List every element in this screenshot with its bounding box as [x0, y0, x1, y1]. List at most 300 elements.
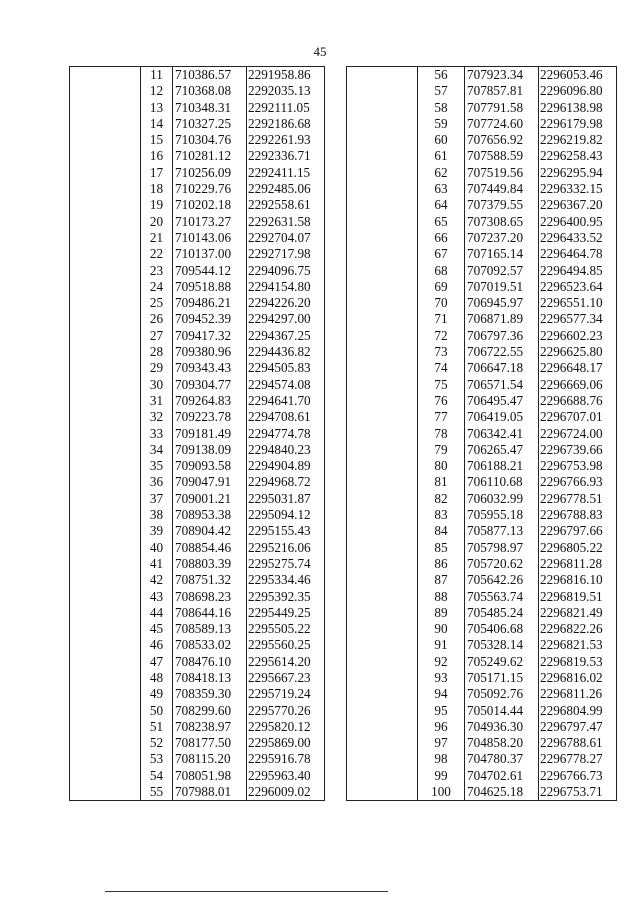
blank-cell — [70, 393, 141, 409]
y-coordinate-cell: 2296766.93 — [539, 474, 617, 490]
x-coordinate-cell: 708698.23 — [173, 589, 247, 605]
x-coordinate-cell: 709264.83 — [173, 393, 247, 409]
x-coordinate-cell: 708418.13 — [173, 670, 247, 686]
table-left-row — [70, 686, 325, 702]
point-number-cell: 67 — [418, 246, 465, 262]
x-coordinate-cell: 705485.24 — [465, 605, 539, 621]
blank-cell — [70, 507, 141, 523]
y-coordinate-cell: 2296788.61 — [539, 735, 617, 751]
blank-cell — [347, 523, 418, 539]
point-number-cell: 12 — [141, 83, 173, 99]
blank-cell — [70, 181, 141, 197]
y-coordinate-cell: 2292704.07 — [247, 230, 325, 246]
point-number-cell: 22 — [141, 246, 173, 262]
blank-cell — [70, 409, 141, 425]
y-coordinate-cell: 2296797.47 — [539, 719, 617, 735]
point-number-cell: 28 — [141, 344, 173, 360]
blank-cell — [70, 83, 141, 99]
point-number-cell: 34 — [141, 442, 173, 458]
x-coordinate-cell: 710173.27 — [173, 214, 247, 230]
blank-cell — [347, 197, 418, 213]
y-coordinate-cell: 2296778.51 — [539, 491, 617, 507]
coordinate-table-left-body — [70, 67, 325, 801]
x-coordinate-cell: 705171.15 — [465, 670, 539, 686]
y-coordinate-cell: 2296739.66 — [539, 442, 617, 458]
x-coordinate-cell: 708533.02 — [173, 637, 247, 653]
point-number-cell: 82 — [418, 491, 465, 507]
point-number-cell: 11 — [141, 67, 173, 84]
table-left-row — [70, 621, 325, 637]
table-right-row — [347, 426, 617, 442]
x-coordinate-cell: 710386.57 — [173, 67, 247, 84]
table-right-row — [347, 148, 617, 164]
point-number-cell: 62 — [418, 165, 465, 181]
y-coordinate-cell: 2296724.00 — [539, 426, 617, 442]
point-number-cell: 18 — [141, 181, 173, 197]
x-coordinate-cell: 709304.77 — [173, 377, 247, 393]
x-coordinate-cell: 709001.21 — [173, 491, 247, 507]
x-coordinate-cell: 710304.76 — [173, 132, 247, 148]
y-coordinate-cell: 2294154.80 — [247, 279, 325, 295]
table-left-row — [70, 605, 325, 621]
y-coordinate-cell: 2292111.05 — [247, 100, 325, 116]
y-coordinate-cell: 2294968.72 — [247, 474, 325, 490]
x-coordinate-cell: 709047.91 — [173, 474, 247, 490]
table-right-row — [347, 572, 617, 588]
blank-cell — [347, 100, 418, 116]
y-coordinate-cell: 2296811.28 — [539, 556, 617, 572]
point-number-cell: 31 — [141, 393, 173, 409]
table-left-row — [70, 409, 325, 425]
point-number-cell: 55 — [141, 784, 173, 801]
y-coordinate-cell: 2296804.99 — [539, 703, 617, 719]
blank-cell — [70, 344, 141, 360]
blank-cell — [347, 377, 418, 393]
table-left-row — [70, 768, 325, 784]
table-left-row — [70, 426, 325, 442]
table-left-row — [70, 540, 325, 556]
coordinate-table-right — [346, 66, 617, 801]
table-left-row — [70, 442, 325, 458]
blank-cell — [347, 279, 418, 295]
x-coordinate-cell: 708644.16 — [173, 605, 247, 621]
point-number-cell: 52 — [141, 735, 173, 751]
table-right-row — [347, 181, 617, 197]
point-number-cell: 25 — [141, 295, 173, 311]
y-coordinate-cell: 2296821.53 — [539, 637, 617, 653]
point-number-cell: 49 — [141, 686, 173, 702]
x-coordinate-cell: 710137.00 — [173, 246, 247, 262]
y-coordinate-cell: 2296551.10 — [539, 295, 617, 311]
blank-cell — [347, 703, 418, 719]
point-number-cell: 68 — [418, 263, 465, 279]
y-coordinate-cell: 2294505.83 — [247, 360, 325, 376]
point-number-cell: 13 — [141, 100, 173, 116]
y-coordinate-cell: 2292558.61 — [247, 197, 325, 213]
table-right-row — [347, 132, 617, 148]
x-coordinate-cell: 706265.47 — [465, 442, 539, 458]
blank-cell — [70, 768, 141, 784]
y-coordinate-cell: 2295614.20 — [247, 654, 325, 670]
y-coordinate-cell: 2292717.98 — [247, 246, 325, 262]
x-coordinate-cell: 709518.88 — [173, 279, 247, 295]
y-coordinate-cell: 2296753.71 — [539, 784, 617, 801]
y-coordinate-cell: 2296788.83 — [539, 507, 617, 523]
point-number-cell: 78 — [418, 426, 465, 442]
point-number-cell: 32 — [141, 409, 173, 425]
x-coordinate-cell: 705014.44 — [465, 703, 539, 719]
point-number-cell: 66 — [418, 230, 465, 246]
table-left-row — [70, 474, 325, 490]
x-coordinate-cell: 706419.05 — [465, 409, 539, 425]
blank-cell — [70, 621, 141, 637]
blank-cell — [347, 605, 418, 621]
x-coordinate-cell: 708476.10 — [173, 654, 247, 670]
blank-cell — [347, 67, 418, 84]
point-number-cell: 73 — [418, 344, 465, 360]
point-number-cell: 45 — [141, 621, 173, 637]
table-left-row — [70, 654, 325, 670]
blank-cell — [347, 621, 418, 637]
table-right-row — [347, 100, 617, 116]
point-number-cell: 77 — [418, 409, 465, 425]
table-left-row — [70, 458, 325, 474]
y-coordinate-cell: 2296009.02 — [247, 784, 325, 801]
x-coordinate-cell: 708359.30 — [173, 686, 247, 702]
x-coordinate-cell: 709544.12 — [173, 263, 247, 279]
point-number-cell: 61 — [418, 148, 465, 164]
blank-cell — [347, 426, 418, 442]
point-number-cell: 93 — [418, 670, 465, 686]
y-coordinate-cell: 2295770.26 — [247, 703, 325, 719]
table-right-row — [347, 279, 617, 295]
x-coordinate-cell: 705328.14 — [465, 637, 539, 653]
blank-cell — [347, 589, 418, 605]
point-number-cell: 19 — [141, 197, 173, 213]
point-number-cell: 70 — [418, 295, 465, 311]
x-coordinate-cell: 709486.21 — [173, 295, 247, 311]
point-number-cell: 79 — [418, 442, 465, 458]
blank-cell — [347, 751, 418, 767]
table-left-row — [70, 311, 325, 327]
x-coordinate-cell: 707857.81 — [465, 83, 539, 99]
point-number-cell: 87 — [418, 572, 465, 588]
table-left-row — [70, 246, 325, 262]
point-number-cell: 98 — [418, 751, 465, 767]
table-left-row — [70, 523, 325, 539]
blank-cell — [347, 295, 418, 311]
x-coordinate-cell: 709181.49 — [173, 426, 247, 442]
point-number-cell: 57 — [418, 83, 465, 99]
x-coordinate-cell: 710327.25 — [173, 116, 247, 132]
x-coordinate-cell: 706495.47 — [465, 393, 539, 409]
blank-cell — [347, 540, 418, 556]
x-coordinate-cell: 707379.55 — [465, 197, 539, 213]
y-coordinate-cell: 2296179.98 — [539, 116, 617, 132]
x-coordinate-cell: 706647.18 — [465, 360, 539, 376]
y-coordinate-cell: 2294641.70 — [247, 393, 325, 409]
y-coordinate-cell: 2296400.95 — [539, 214, 617, 230]
point-number-cell: 86 — [418, 556, 465, 572]
blank-cell — [70, 556, 141, 572]
blank-cell — [70, 426, 141, 442]
y-coordinate-cell: 2296138.98 — [539, 100, 617, 116]
blank-cell — [70, 670, 141, 686]
table-left-row — [70, 328, 325, 344]
table-left-row — [70, 132, 325, 148]
y-coordinate-cell: 2295505.22 — [247, 621, 325, 637]
x-coordinate-cell: 709452.39 — [173, 311, 247, 327]
blank-cell — [70, 442, 141, 458]
point-number-cell: 63 — [418, 181, 465, 197]
point-number-cell: 21 — [141, 230, 173, 246]
point-number-cell: 46 — [141, 637, 173, 653]
y-coordinate-cell: 2295392.35 — [247, 589, 325, 605]
table-right-row — [347, 197, 617, 213]
x-coordinate-cell: 707519.56 — [465, 165, 539, 181]
blank-cell — [347, 654, 418, 670]
point-number-cell: 36 — [141, 474, 173, 490]
table-right-row — [347, 556, 617, 572]
x-coordinate-cell: 704936.30 — [465, 719, 539, 735]
table-right-row — [347, 474, 617, 490]
y-coordinate-cell: 2296367.20 — [539, 197, 617, 213]
x-coordinate-cell: 710229.76 — [173, 181, 247, 197]
x-coordinate-cell: 706571.54 — [465, 377, 539, 393]
y-coordinate-cell: 2292411.15 — [247, 165, 325, 181]
table-right-row — [347, 784, 617, 801]
blank-cell — [70, 148, 141, 164]
x-coordinate-cell: 706110.68 — [465, 474, 539, 490]
blank-cell — [347, 83, 418, 99]
table-right-row — [347, 621, 617, 637]
blank-cell — [347, 181, 418, 197]
table-left-row — [70, 100, 325, 116]
y-coordinate-cell: 2294096.75 — [247, 263, 325, 279]
blank-cell — [347, 344, 418, 360]
blank-cell — [347, 507, 418, 523]
blank-cell — [347, 474, 418, 490]
y-coordinate-cell: 2296577.34 — [539, 311, 617, 327]
y-coordinate-cell: 2295719.24 — [247, 686, 325, 702]
point-number-cell: 69 — [418, 279, 465, 295]
blank-cell — [70, 458, 141, 474]
table-left-row — [70, 295, 325, 311]
y-coordinate-cell: 2296816.02 — [539, 670, 617, 686]
point-number-cell: 71 — [418, 311, 465, 327]
y-coordinate-cell: 2291958.86 — [247, 67, 325, 84]
point-number-cell: 65 — [418, 214, 465, 230]
point-number-cell: 38 — [141, 507, 173, 523]
x-coordinate-cell: 706871.89 — [465, 311, 539, 327]
y-coordinate-cell: 2296669.06 — [539, 377, 617, 393]
point-number-cell: 80 — [418, 458, 465, 474]
x-coordinate-cell: 704780.37 — [465, 751, 539, 767]
x-coordinate-cell: 707237.20 — [465, 230, 539, 246]
x-coordinate-cell: 706342.41 — [465, 426, 539, 442]
x-coordinate-cell: 707791.58 — [465, 100, 539, 116]
blank-cell — [347, 442, 418, 458]
table-left-row — [70, 263, 325, 279]
blank-cell — [70, 605, 141, 621]
blank-cell — [70, 295, 141, 311]
point-number-cell: 94 — [418, 686, 465, 702]
blank-cell — [70, 735, 141, 751]
x-coordinate-cell: 710202.18 — [173, 197, 247, 213]
point-number-cell: 27 — [141, 328, 173, 344]
x-coordinate-cell: 705249.62 — [465, 654, 539, 670]
blank-cell — [347, 784, 418, 801]
x-coordinate-cell: 707092.57 — [465, 263, 539, 279]
blank-cell — [70, 572, 141, 588]
x-coordinate-cell: 708904.42 — [173, 523, 247, 539]
y-coordinate-cell: 2296219.82 — [539, 132, 617, 148]
table-left-row — [70, 165, 325, 181]
y-coordinate-cell: 2292035.13 — [247, 83, 325, 99]
table-right-row — [347, 670, 617, 686]
point-number-cell: 16 — [141, 148, 173, 164]
x-coordinate-cell: 706797.36 — [465, 328, 539, 344]
table-left-row — [70, 735, 325, 751]
blank-cell — [70, 637, 141, 653]
blank-cell — [70, 654, 141, 670]
x-coordinate-cell: 706945.97 — [465, 295, 539, 311]
blank-cell — [347, 230, 418, 246]
y-coordinate-cell: 2296753.98 — [539, 458, 617, 474]
blank-cell — [70, 279, 141, 295]
x-coordinate-cell: 709417.32 — [173, 328, 247, 344]
table-right-row — [347, 311, 617, 327]
table-right-row — [347, 654, 617, 670]
table-right-row — [347, 735, 617, 751]
y-coordinate-cell: 2292261.93 — [247, 132, 325, 148]
x-coordinate-cell: 707923.34 — [465, 67, 539, 84]
x-coordinate-cell: 705092.76 — [465, 686, 539, 702]
x-coordinate-cell: 710143.06 — [173, 230, 247, 246]
point-number-cell: 85 — [418, 540, 465, 556]
x-coordinate-cell: 708854.46 — [173, 540, 247, 556]
blank-cell — [70, 100, 141, 116]
y-coordinate-cell: 2295155.43 — [247, 523, 325, 539]
table-right-row — [347, 540, 617, 556]
blank-cell — [347, 670, 418, 686]
table-right-row — [347, 719, 617, 735]
x-coordinate-cell: 707019.51 — [465, 279, 539, 295]
table-right-row — [347, 67, 617, 84]
point-number-cell: 40 — [141, 540, 173, 556]
x-coordinate-cell: 705720.62 — [465, 556, 539, 572]
table-right-row — [347, 295, 617, 311]
table-right-row — [347, 523, 617, 539]
point-number-cell: 17 — [141, 165, 173, 181]
point-number-cell: 95 — [418, 703, 465, 719]
y-coordinate-cell: 2296494.85 — [539, 263, 617, 279]
table-left-row — [70, 637, 325, 653]
y-coordinate-cell: 2296688.76 — [539, 393, 617, 409]
y-coordinate-cell: 2296811.26 — [539, 686, 617, 702]
y-coordinate-cell: 2296602.23 — [539, 328, 617, 344]
y-coordinate-cell: 2296625.80 — [539, 344, 617, 360]
x-coordinate-cell: 705798.97 — [465, 540, 539, 556]
table-right-row — [347, 442, 617, 458]
table-right-row — [347, 344, 617, 360]
y-coordinate-cell: 2294226.20 — [247, 295, 325, 311]
blank-cell — [347, 132, 418, 148]
y-coordinate-cell: 2296433.52 — [539, 230, 617, 246]
page-number: 45 — [313, 44, 327, 59]
coordinate-table-right-body — [347, 67, 617, 801]
table-right-row — [347, 214, 617, 230]
y-coordinate-cell: 2295216.06 — [247, 540, 325, 556]
y-coordinate-cell: 2294774.78 — [247, 426, 325, 442]
x-coordinate-cell: 708751.32 — [173, 572, 247, 588]
x-coordinate-cell: 707165.14 — [465, 246, 539, 262]
table-right-row — [347, 116, 617, 132]
point-number-cell: 72 — [418, 328, 465, 344]
x-coordinate-cell: 710348.31 — [173, 100, 247, 116]
table-left-row — [70, 344, 325, 360]
table-right-row — [347, 703, 617, 719]
blank-cell — [70, 263, 141, 279]
table-right-row — [347, 507, 617, 523]
point-number-cell: 100 — [418, 784, 465, 801]
x-coordinate-cell: 704702.61 — [465, 768, 539, 784]
y-coordinate-cell: 2296821.49 — [539, 605, 617, 621]
point-number-cell: 54 — [141, 768, 173, 784]
table-left-row — [70, 67, 325, 84]
y-coordinate-cell: 2294708.61 — [247, 409, 325, 425]
y-coordinate-cell: 2296053.46 — [539, 67, 617, 84]
x-coordinate-cell: 707308.65 — [465, 214, 539, 230]
blank-cell — [70, 377, 141, 393]
y-coordinate-cell: 2296523.64 — [539, 279, 617, 295]
y-coordinate-cell: 2296816.10 — [539, 572, 617, 588]
x-coordinate-cell: 705955.18 — [465, 507, 539, 523]
y-coordinate-cell: 2292485.06 — [247, 181, 325, 197]
y-coordinate-cell: 2294297.00 — [247, 311, 325, 327]
point-number-cell: 88 — [418, 589, 465, 605]
y-coordinate-cell: 2296778.27 — [539, 751, 617, 767]
blank-cell — [70, 197, 141, 213]
x-coordinate-cell: 706722.55 — [465, 344, 539, 360]
table-left-row — [70, 751, 325, 767]
blank-cell — [70, 784, 141, 801]
point-number-cell: 96 — [418, 719, 465, 735]
table-left-row — [70, 703, 325, 719]
x-coordinate-cell: 708589.13 — [173, 621, 247, 637]
y-coordinate-cell: 2295820.12 — [247, 719, 325, 735]
y-coordinate-cell: 2294574.08 — [247, 377, 325, 393]
point-number-cell: 44 — [141, 605, 173, 621]
point-number-cell: 20 — [141, 214, 173, 230]
point-number-cell: 56 — [418, 67, 465, 84]
point-number-cell: 59 — [418, 116, 465, 132]
blank-cell — [347, 719, 418, 735]
point-number-cell: 50 — [141, 703, 173, 719]
table-left-row — [70, 116, 325, 132]
x-coordinate-cell: 708115.20 — [173, 751, 247, 767]
x-coordinate-cell: 709343.43 — [173, 360, 247, 376]
x-coordinate-cell: 707588.59 — [465, 148, 539, 164]
blank-cell — [347, 148, 418, 164]
table-right-row — [347, 393, 617, 409]
point-number-cell: 91 — [418, 637, 465, 653]
blank-cell — [70, 116, 141, 132]
blank-cell — [70, 328, 141, 344]
point-number-cell: 64 — [418, 197, 465, 213]
y-coordinate-cell: 2294436.82 — [247, 344, 325, 360]
x-coordinate-cell: 706032.99 — [465, 491, 539, 507]
